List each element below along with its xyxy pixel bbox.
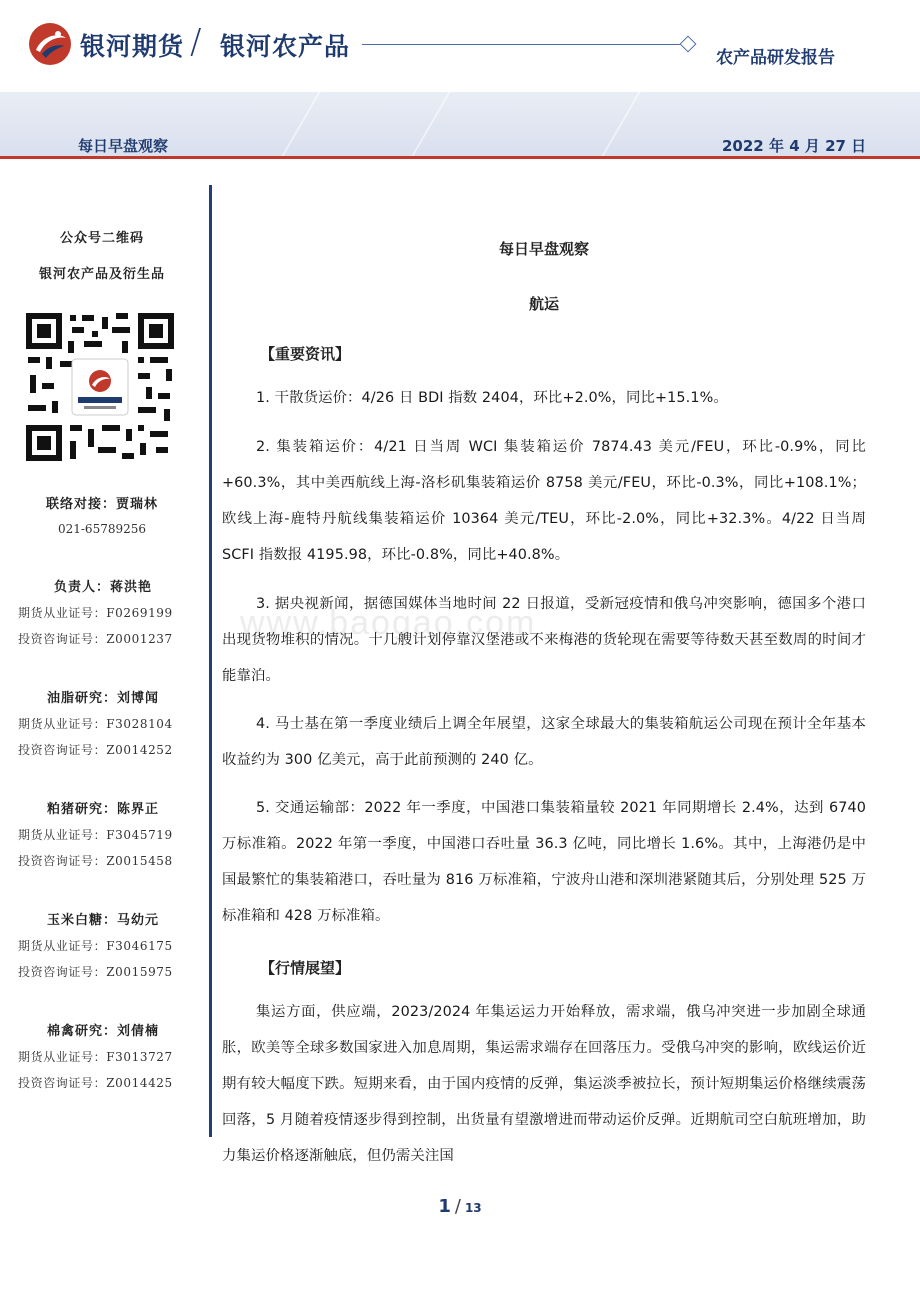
header-rule [0, 156, 920, 159]
report-type: 农产品研发报告 [716, 48, 835, 68]
advisory-license: 投资咨询证号：Z0001237 [18, 632, 173, 646]
analyst-title: 粕猪研究：陈界正 [46, 802, 159, 817]
news-item-3: 3. 据央视新闻，据德国媒体当地时间 22 日报道，受新冠疫情和俄乌冲突影响，德国多个港口出现货物堆积的情况。十几艘计划停靠汉堡港或不来梅港的货轮现在需要等待数天甚至数周的时间才能靠泊。 [222, 596, 866, 684]
qr-caption-org: 银河农产品及衍生品 [38, 267, 165, 282]
band-stripe [412, 92, 451, 156]
futures-license: 期货从业证号：F0269199 [18, 606, 173, 620]
section-heading-news: 【重要资讯】 [260, 345, 351, 363]
report-header [0, 0, 920, 160]
report-title: 每日早盘观察 [498, 240, 589, 258]
analyst-title: 棉禽研究：刘倩楠 [46, 1024, 159, 1039]
brand-slash: / [190, 22, 202, 62]
analyst-block [18, 576, 208, 647]
contact-phone: 021-65789256 [57, 522, 147, 536]
analyst-title: 负责人：蒋洪艳 [53, 580, 152, 595]
news-item-4: 4. 马士基在第一季度业绩后上调全年展望，这家全球最大的集装箱航运公司现在预计全年基本收益约为 300 亿美元，高于此前预测的 240 亿。 [222, 716, 866, 768]
report-subtitle: 航运 [528, 295, 559, 313]
futures-license: 期货从业证号：F3028104 [18, 717, 173, 731]
analyst-title: 油脂研究：刘博闻 [46, 691, 159, 706]
qr-code-icon [26, 313, 174, 461]
header-decor-diamond [680, 36, 697, 53]
analyst-block [18, 687, 208, 758]
header-top [0, 0, 920, 92]
futures-license: 期货从业证号：F3045719 [18, 828, 173, 842]
advisory-license: 投资咨询证号：Z0014252 [18, 743, 173, 757]
outlook-paragraph: 集运方面，供应端，2023/2024 年集运运力开始释放，需求端，俄乌冲突进一步加剧全球通胀，欧美等全球多数国家进入加息周期，集运需求端存在回落压力。受俄乌冲突的影响，欧线运价近期有较大幅度下跌。短期来看，由于国内疫情的反弹，集运淡季被拉长，预计短期集运价格继续震荡回落，5 月随着疫情逐步得到控制，出货量有望激增进而带动运价反弹。近期航司空白航班增加，助力集运价格逐渐触底，但仍需关注国 [222, 1004, 866, 1164]
analyst-block [18, 909, 208, 980]
header-decor-line [362, 44, 680, 45]
news-item-5: 5. 交通运输部：2022 年一季度，中国港口集装箱量较 2021 年同期增长 2.4%，达到 6740 万标准箱。2022 年第一季度，中国港口吞吐量 36.3 亿吨，同比增长 1.6%。其中，上海港仍是中国最繁忙的集装箱港口，吞吐量为 816 万标准箱，宁波舟山港和深圳港紧随其后，分别处理 525 万标准箱和 428 万标准箱。 [222, 800, 866, 924]
advisory-license: 投资咨询证号：Z0015975 [18, 965, 173, 979]
yinhe-logo-icon [28, 22, 72, 66]
band-stripe [282, 92, 321, 156]
current-page: 1 [438, 1196, 451, 1217]
brand-name: 银河期货 [80, 32, 185, 61]
page-separator: / [454, 1196, 461, 1217]
report-series-label: 每日早盘观察 [78, 137, 169, 155]
analyst-title: 玉米白糖：马幼元 [46, 913, 159, 928]
band-stripe [602, 92, 641, 156]
news-item-2: 2. 集装箱运价：4/21 日当周 WCI 集装箱运价 7874.43 美元/FEU，环比-0.9%，同比+60.3%，其中美西航线上海-洛杉矶集装箱运价 8758 美元/FEU，环比-0.3%，同比+108.1%；欧线上海-鹿特丹航线集装箱运价 10364 美元/TEU，环比-2.0%，同比+32.3%。4/22 日当周 SCFI 指数报 4195.98，环比-0.8%，同比+40.8%。 [222, 439, 866, 563]
page-indicator [0, 1196, 920, 1217]
advisory-license: 投资咨询证号：Z0014425 [18, 1076, 173, 1090]
brand-subtitle: 银河农产品 [220, 32, 351, 61]
watermark: www.baogao.com [240, 604, 537, 642]
analyst-block [18, 798, 208, 869]
contact-title: 联络对接：贾瑞林 [45, 497, 158, 512]
contact-block [0, 493, 204, 536]
section-heading-outlook: 【行情展望】 [260, 959, 351, 977]
total-pages: 13 [464, 1201, 482, 1215]
analyst-block [18, 1020, 208, 1091]
news-item-1: 1. 干散货运价：4/26 日 BDI 指数 2404，环比+2.0%，同比+15.1%。 [256, 390, 728, 406]
sidebar-divider [209, 185, 212, 1137]
futures-license: 期货从业证号：F3013727 [18, 1050, 173, 1064]
advisory-license: 投资咨询证号：Z0015458 [18, 854, 173, 868]
qr-caption: 公众号二维码 [59, 231, 144, 246]
futures-license: 期货从业证号：F3046175 [18, 939, 173, 953]
sidebar [0, 185, 208, 1145]
header-band [0, 92, 920, 156]
report-date: 2022 年 4 月 27 日 [722, 137, 867, 155]
